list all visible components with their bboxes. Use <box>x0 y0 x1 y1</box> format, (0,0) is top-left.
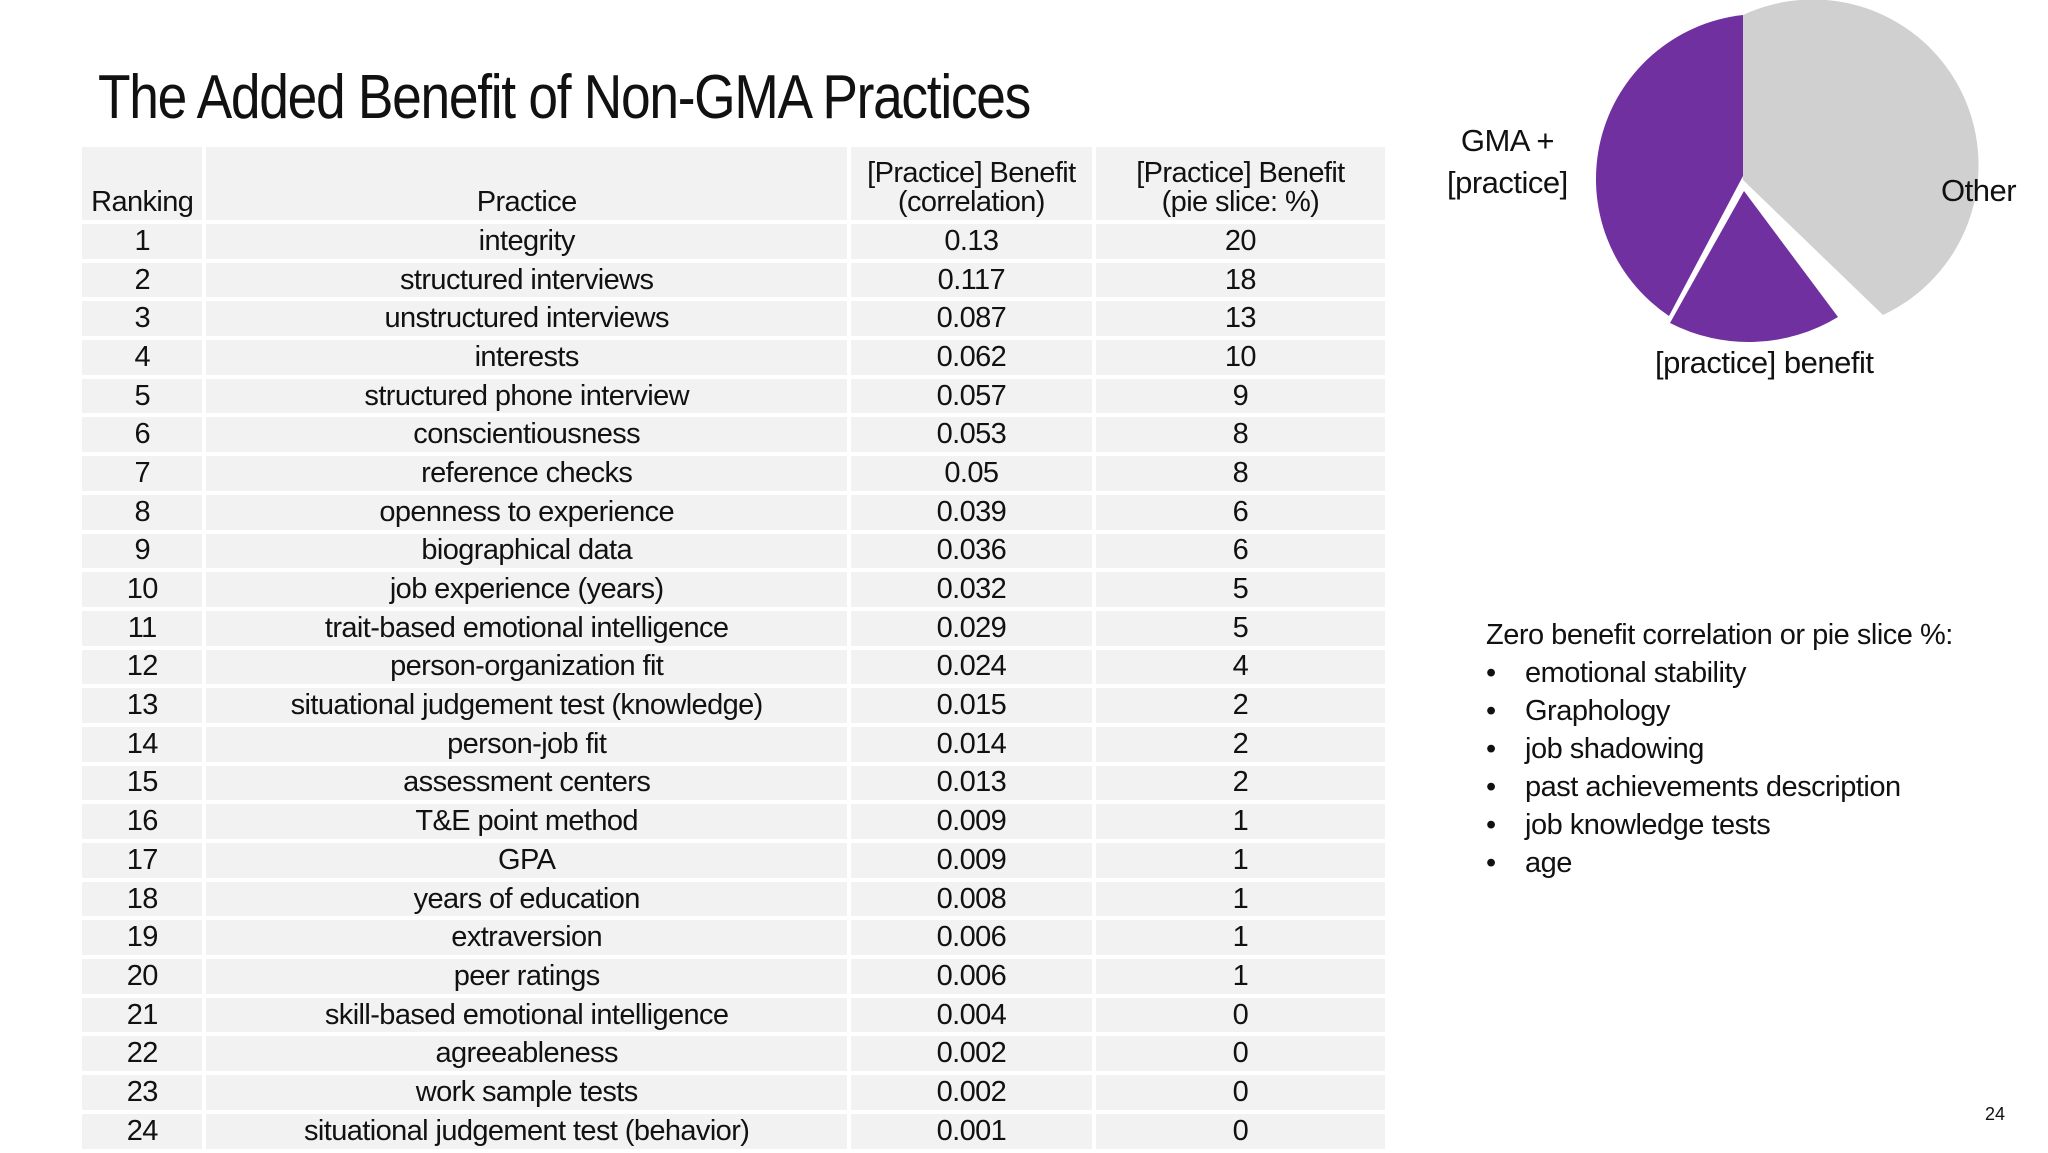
cell-practice: integrity <box>206 224 846 259</box>
cell-pie-slice: 9 <box>1096 379 1385 414</box>
cell-correlation: 0.117 <box>851 263 1092 298</box>
cell-ranking: 8 <box>82 495 202 530</box>
cell-correlation: 0.006 <box>851 959 1092 994</box>
cell-pie-slice: 0 <box>1096 1036 1385 1071</box>
table-row <box>82 417 1385 452</box>
cell-pie-slice: 2 <box>1096 727 1385 762</box>
cell-ranking: 15 <box>82 766 202 801</box>
cell-pie-slice: 0 <box>1096 1114 1385 1149</box>
cell-pie-slice: 1 <box>1096 959 1385 994</box>
cell-ranking: 5 <box>82 379 202 414</box>
cell-correlation: 0.057 <box>851 379 1092 414</box>
cell-ranking: 4 <box>82 340 202 375</box>
cell-practice: T&E point method <box>206 804 846 839</box>
list-item <box>1486 692 1953 730</box>
cell-practice: unstructured interviews <box>206 301 846 336</box>
table-row <box>82 1114 1385 1149</box>
cell-correlation: 0.004 <box>851 998 1092 1033</box>
cell-pie-slice: 2 <box>1096 688 1385 723</box>
cell-practice: situational judgement test (behavior) <box>206 1114 846 1149</box>
cell-pie-slice: 6 <box>1096 495 1385 530</box>
cell-ranking: 13 <box>82 688 202 723</box>
bullet-icon: • <box>1486 657 1496 689</box>
bullet-icon: • <box>1486 733 1496 765</box>
cell-pie-slice: 13 <box>1096 301 1385 336</box>
list-item-text: Graphology <box>1525 695 1670 727</box>
table-row <box>82 379 1385 414</box>
cell-correlation: 0.015 <box>851 688 1092 723</box>
table-row <box>82 920 1385 955</box>
pie-label-gma-line2: [practice] <box>1447 164 1568 200</box>
list-item-text: emotional stability <box>1525 657 1746 689</box>
table-row <box>82 340 1385 375</box>
table-header-row <box>82 147 1385 220</box>
table-row <box>82 611 1385 646</box>
cell-practice: assessment centers <box>206 766 846 801</box>
cell-ranking: 12 <box>82 650 202 685</box>
page-number: 24 <box>1985 1104 2006 1124</box>
cell-pie-slice: 0 <box>1096 998 1385 1033</box>
cell-correlation: 0.014 <box>851 727 1092 762</box>
pie-label-other: Other <box>1941 173 2017 208</box>
cell-ranking: 14 <box>82 727 202 762</box>
cell-ranking: 2 <box>82 263 202 298</box>
cell-practice: trait-based emotional intelligence <box>206 611 846 646</box>
list-item <box>1486 806 1953 844</box>
cell-practice: conscientiousness <box>206 417 846 452</box>
cell-pie-slice: 18 <box>1096 263 1385 298</box>
table-row <box>82 1036 1385 1071</box>
table-row <box>82 224 1385 259</box>
cell-practice: peer ratings <box>206 959 846 994</box>
cell-ranking: 1 <box>82 224 202 259</box>
header-practice: Practice <box>206 147 846 220</box>
cell-practice: years of education <box>206 882 846 917</box>
cell-practice: structured phone interview <box>206 379 846 414</box>
cell-pie-slice: 5 <box>1096 611 1385 646</box>
cell-pie-slice: 1 <box>1096 882 1385 917</box>
bullet-icon: • <box>1486 809 1496 841</box>
header-correlation-line1: [Practice] Benefit <box>867 157 1076 189</box>
cell-pie-slice: 0 <box>1096 1075 1385 1110</box>
cell-ranking: 23 <box>82 1075 202 1110</box>
cell-correlation: 0.006 <box>851 920 1092 955</box>
list-item <box>1486 730 1953 768</box>
cell-ranking: 24 <box>82 1114 202 1149</box>
cell-pie-slice: 1 <box>1096 920 1385 955</box>
cell-correlation: 0.009 <box>851 843 1092 878</box>
cell-correlation: 0.029 <box>851 611 1092 646</box>
table-row <box>82 959 1385 994</box>
zero-benefit-heading: Zero benefit correlation or pie slice %: <box>1486 619 1953 651</box>
cell-ranking: 21 <box>82 998 202 1033</box>
cell-correlation: 0.062 <box>851 340 1092 375</box>
cell-practice: situational judgement test (knowledge) <box>206 688 846 723</box>
cell-pie-slice: 2 <box>1096 766 1385 801</box>
cell-practice: interests <box>206 340 846 375</box>
table-row <box>82 263 1385 298</box>
cell-pie-slice: 4 <box>1096 650 1385 685</box>
table-row <box>82 495 1385 530</box>
cell-correlation: 0.013 <box>851 766 1092 801</box>
zero-benefit-box <box>1486 616 1953 882</box>
header-pie-slice <box>1096 147 1385 220</box>
cell-practice: extraversion <box>206 920 846 955</box>
pie-label-gma-practice <box>1447 120 1568 204</box>
pie-label-gma-line1: GMA + <box>1460 123 1554 158</box>
table-row <box>82 456 1385 491</box>
cell-correlation: 0.002 <box>851 1036 1092 1071</box>
cell-pie-slice: 1 <box>1096 804 1385 839</box>
cell-ranking: 16 <box>82 804 202 839</box>
header-pie-line2: (pie slice: %) <box>1161 186 1320 218</box>
table-row <box>82 882 1385 917</box>
slide-title: The Added Benefit of Non-GMA Practices <box>98 63 1030 132</box>
table-row <box>82 688 1385 723</box>
cell-practice: agreeableness <box>206 1036 846 1071</box>
table-row <box>82 766 1385 801</box>
cell-pie-slice: 10 <box>1096 340 1385 375</box>
table-row <box>82 843 1385 878</box>
cell-ranking: 10 <box>82 572 202 607</box>
zero-benefit-list <box>1486 654 1953 882</box>
cell-correlation: 0.032 <box>851 572 1092 607</box>
cell-correlation: 0.009 <box>851 804 1092 839</box>
cell-pie-slice: 5 <box>1096 572 1385 607</box>
table-body <box>82 224 1385 1149</box>
cell-practice: person-organization fit <box>206 650 846 685</box>
practice-table <box>78 143 1389 1153</box>
table-row <box>82 650 1385 685</box>
list-item <box>1486 768 1953 806</box>
cell-practice: job experience (years) <box>206 572 846 607</box>
cell-correlation: 0.087 <box>851 301 1092 336</box>
cell-correlation: 0.05 <box>851 456 1092 491</box>
cell-pie-slice: 20 <box>1096 224 1385 259</box>
cell-correlation: 0.039 <box>851 495 1092 530</box>
list-item <box>1486 654 1953 692</box>
header-correlation-line2: (correlation) <box>897 186 1045 218</box>
cell-ranking: 18 <box>82 882 202 917</box>
cell-correlation: 0.008 <box>851 882 1092 917</box>
bullet-icon: • <box>1486 847 1496 879</box>
table-row <box>82 804 1385 839</box>
cell-pie-slice: 8 <box>1096 456 1385 491</box>
cell-practice: reference checks <box>206 456 846 491</box>
cell-practice: skill-based emotional intelligence <box>206 998 846 1033</box>
bullet-icon: • <box>1486 771 1496 803</box>
table-row <box>82 998 1385 1033</box>
list-item-text: age <box>1525 847 1572 879</box>
cell-ranking: 7 <box>82 456 202 491</box>
pie-label-practice-benefit: [practice] benefit <box>1655 345 1874 380</box>
cell-ranking: 6 <box>82 417 202 452</box>
cell-correlation: 0.024 <box>851 650 1092 685</box>
header-pie-line1: [Practice] Benefit <box>1136 157 1345 189</box>
header-ranking: Ranking <box>82 147 202 220</box>
list-item-text: job knowledge tests <box>1525 809 1771 841</box>
cell-ranking: 11 <box>82 611 202 646</box>
cell-pie-slice: 8 <box>1096 417 1385 452</box>
table-row <box>82 534 1385 569</box>
table-row <box>82 301 1385 336</box>
cell-ranking: 20 <box>82 959 202 994</box>
table-row <box>82 1075 1385 1110</box>
cell-practice: biographical data <box>206 534 846 569</box>
list-item <box>1486 844 1953 882</box>
table-row <box>82 572 1385 607</box>
cell-correlation: 0.036 <box>851 534 1092 569</box>
cell-practice: work sample tests <box>206 1075 846 1110</box>
cell-ranking: 19 <box>82 920 202 955</box>
bullet-icon: • <box>1486 695 1496 727</box>
cell-ranking: 22 <box>82 1036 202 1071</box>
cell-correlation: 0.053 <box>851 417 1092 452</box>
cell-ranking: 3 <box>82 301 202 336</box>
cell-correlation: 0.13 <box>851 224 1092 259</box>
cell-pie-slice: 6 <box>1096 534 1385 569</box>
cell-pie-slice: 1 <box>1096 843 1385 878</box>
cell-practice: person-job fit <box>206 727 846 762</box>
list-item-text: job shadowing <box>1525 733 1704 765</box>
cell-correlation: 0.001 <box>851 1114 1092 1149</box>
cell-practice: GPA <box>206 843 846 878</box>
cell-practice: openness to experience <box>206 495 846 530</box>
table-row <box>82 727 1385 762</box>
cell-correlation: 0.002 <box>851 1075 1092 1110</box>
header-correlation <box>851 147 1092 220</box>
cell-ranking: 17 <box>82 843 202 878</box>
list-item-text: past achievements description <box>1525 771 1901 803</box>
cell-ranking: 9 <box>82 534 202 569</box>
cell-practice: structured interviews <box>206 263 846 298</box>
